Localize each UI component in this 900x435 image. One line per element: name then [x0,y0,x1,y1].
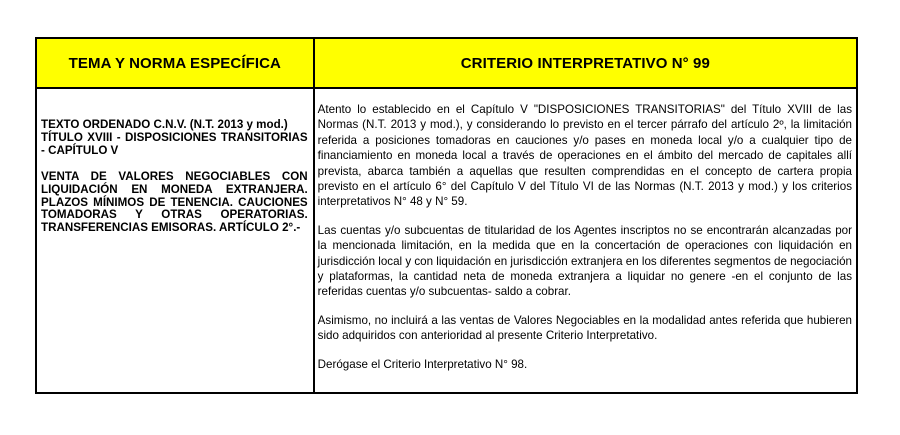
criterio-table [35,37,858,394]
norma-cell [36,88,314,393]
header-right-cell [314,38,857,88]
criterio-paragraph-3: Asimismo, no incluirá a las ventas de Valores Negociables en la modalidad antes referida que hubieren sido adquiridos con anterioridad al presente Criterio Interpretativo. [317,313,852,343]
criterio-heading: CRITERIO INTERPRETATIVO N° 99 [460,54,710,72]
criterio-cell [314,88,857,393]
texto-ordenado-line: TEXTO ORDENADO C.N.V. (N.T. 2013 y mod.) [41,118,288,131]
header-row [36,38,857,88]
criterio-paragraph-1: Atento lo establecido en el Capítulo V "DISPOSICIONES TRANSITORIAS" del Título XVIII de las Normas (N.T. 2013 y mod.), y considerando lo previsto en el tercer párrafo del artículo 2º, la limitación referida a posiciones tomadoras en cauciones y/o pases en moneda local y/o a cualquier tipo de financiamiento en moneda local a través de operaciones en el ámbito del mercado de capitales allí prevista, abarca también a aquellas que resulten comprendidas en el concepto de cartera propia previsto en el artículo 6° del Capítulo V del Título VI de las Normas (N.T. 2013 y mod.) y los criterios interpretativos N° 48 y N° 59. [317,103,852,209]
header-left-cell [36,38,314,88]
criterio-paragraph-4: Derógase el Criterio Interpretativo N° 98. [317,357,528,371]
titulo-capitulo-line: TÍTULO XVIII - DISPOSICIONES TRANSITORIAS - CAPÍTULO V [41,130,308,157]
tema-description: VENTA DE VALORES NEGOCIABLES CON LIQUIDACIÓN EN MONEDA EXTRANJERA. PLAZOS MÍNIMOS DE TENENCIA. CAUCIONES TOMADORAS Y OTRAS OPERATORIAS. TRANSFERENCIAS EMISORAS. ARTÍCULO 2°.- [41,169,308,235]
content-row [36,88,857,393]
criterio-paragraph-2: Las cuentas y/o subcuentas de titularidad de los Agentes inscriptos no se encontrarán alcanzadas por la mencionada limitación, en la medida que en la concertación de operaciones con liquidación en jurisdicción local y con liquidación en jurisdicción extranjera en los diferentes segmentos de negociación y plataformas, la cantidad neta de moneda extranjera a liquidar no genere -en el conjunto de las referidas cuentas y/o subcuentas- saldo a cobrar. [317,223,852,299]
tema-norma-heading: TEMA Y NORMA ESPECÍFICA [68,54,281,72]
